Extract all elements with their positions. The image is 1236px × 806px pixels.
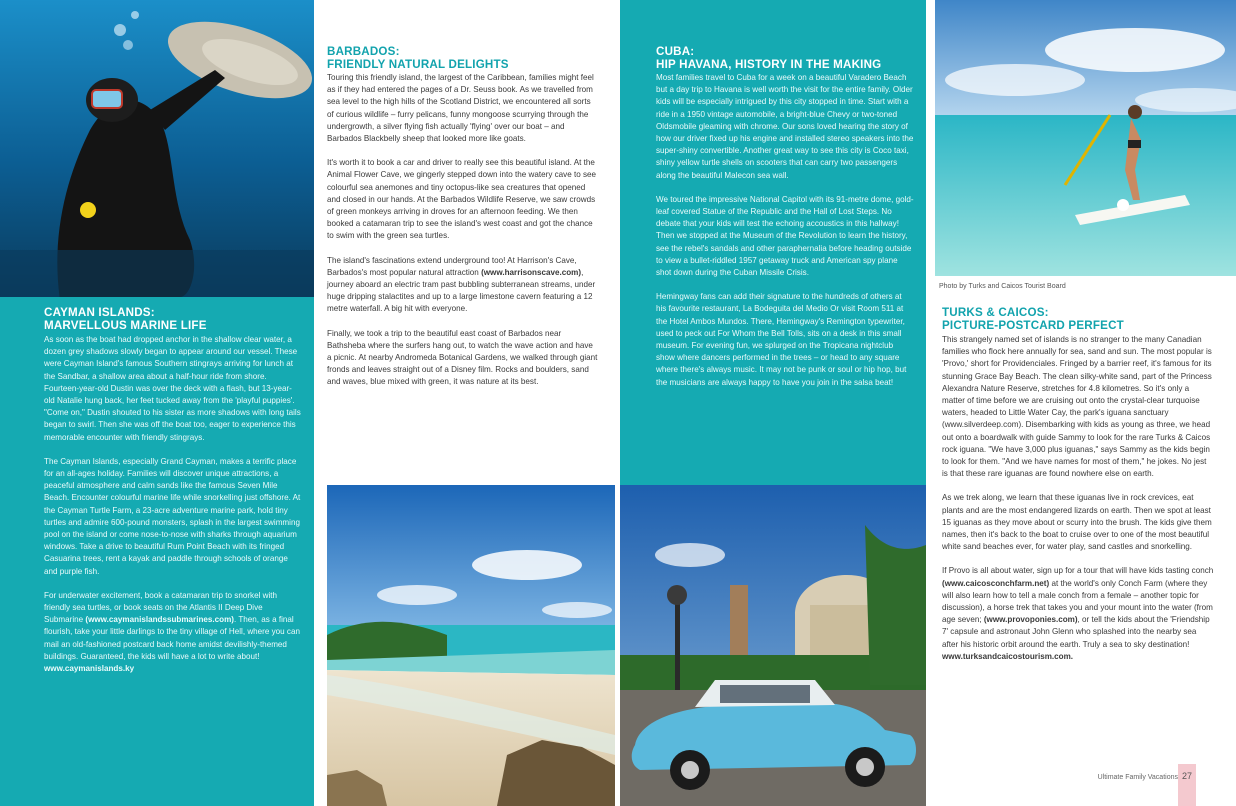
barbados-paragraph-1: Touring this friendly island, the largest of the Caribbean, families might feel as if they had entered the pages of a Dr. Seuss book. As we travelled from sea level to the high hills of the Scotland District, we encountered all sorts of curious wildlife – furry pelicans, funny mongoose scurrying through the undergrowth, a silver flying fish actually 'flying' over our boat – and Barbados Blackbelly sheep that looked more like goats. [327,73,594,144]
paddleboard-photo [935,0,1236,276]
turks-url-link[interactable]: www.turksandcaicostourism.com. [942,651,1074,661]
cuba-heading [656,45,921,71]
turks-paragraph-2: As we trek along, we learn that these iguanas live in rock crevices, eat plants and are the most endangered lizards on earth. Then we spot at least 15 iguanas as they move about or scurry into the brush. The kids give them names, then it's back to the boat to cruise over to one of the most beautiful white sand beaches ever, for water play, sand castles and snorkelling. [942,493,1212,552]
cayman-paragraph-3-text-b: . Then, as a final flourish, take your little darlings to the tiny village of Hell, where you can mail an old-fashioned postcard back home amidst devilishly-themed buildings. Guaranteed, the kids will have a lot to write about! [44,615,300,661]
cayman-body [44,334,302,675]
barbados-heading [327,45,607,71]
barbados-paragraph-2: It's worth it to book a car and driver to really see this beautiful island. At the Animal Flower Cave, we gingerly stepped down into the watery cave to see colourful sea anemones and tiny octopus-like sea creatures that opened and closed in our hands. At the Barbados Wildlife Reserve, we saw crowds of green monkeys arriving in droves for an afternoon feeding. We then booked a catamaran trip to see the island's west coast and got the chance to swim with the green sea turtles. [327,158,597,241]
cuba-paragraph-2: We toured the impressive National Capitol with its 91-metre dome, gold-leaf covered Statue of the Republic and the Hall of Lost Steps. No debate that your kids will test the echoing accoustics in this hallway! Then we stopped at the Museum of the Revolution to learn the history, see the rebel's sandals and other paraphernalia before heading outside to view a bullet-riddled 1957 getaway truck and American spy plane shot down during the Cuban Missile Crisis. [656,194,914,278]
barbados-paragraph-3-text-b: , journey aboard an electric tram past bubbling subterranean streams, under huge dripping stalactites and up to a large limestone cavern featuring a 12 metre waterfall. A big hit with everyone. [327,267,596,314]
cayman-paragraph-2: The Cayman Islands, especially Grand Cayman, makes a terrific place for an all-ages holiday. Families will discover unique attractions, a peaceful atmosphere and calm sands like the famous Seven Mile Beach. Encounter colourful marine life while snorkelling just offshore. At the Cayman Turtle Farm, a 23-acre adventure marine park, hold tiny turtles and admire 600-pound monsters, splash in the largest swimming pool on the island or come nose-to-nose with sharks through aquarium windows. Take a drive to beautiful Rum Point Beach with its fringed Casuarina trees, rent a kayak and paddle through schools of orange and purple fish. [44,456,301,576]
diver-photo [0,0,314,297]
magazine-footer: Ultimate Family Vacations [1097,774,1178,781]
turks-heading-line2: PICTURE-POSTCARD PERFECT [942,319,1124,332]
cayman-submarine-link[interactable]: (www.caymanislandssubmarines.com) [85,615,234,625]
page-number: 27 [1178,764,1196,806]
column-barbados [314,0,620,806]
barbados-paragraph-3-text-a: The island's fascinations extend underground too! At Harrison's Cave, Barbados's most popular natural attraction [327,255,577,277]
cuba-paragraph-3: Hemingway fans can add their signature to the hundreds of others at his favourite restaurant, La Bodeguita del Medio Or visit Room 511 at the Hotel Ambos Mundos. There, Hemingway's Remington typewriter, used to peck out For Whom the Bell Tolls, sits on a desk in this small museum. For evening fun, we splurged on the Tropicana nightclub show where dancers performed in the trees – or head to any square where there's always music. It may not be punk or soul or hip hop, but the musicians are always happy to have you join in the salsa beat! [656,292,907,387]
cuba-paragraph-1: Most families travel to Cuba for a week on a beautiful Varadero Beach but a day trip to Havana is well worth the visit for the entire family. Older kids will be especially intrigued by this city stopped in time. Start with a ride in a 1950 vintage automobile, a bright-blue Chevy or two-toned Oldsmobile gleaming with chrome. Our sons loved hearing the story of how our driver fixed up his engine and installed stereo speakers into the super-shiny convertible. Another great way to see this city is Coco taxi, shiny yellow turtle shells on scooters that can carry two passengers along the beautiful Malecon sea wall. [656,73,914,180]
cayman-heading-line2: MARVELLOUS MARINE LIFE [44,319,207,332]
cayman-heading-line1: CAYMAN ISLANDS: [44,306,155,319]
cuba-body [656,72,914,401]
turks-paragraph-3-text-a: If Provo is all about water, sign up for a tour that will have kids tasting conch [942,566,1214,576]
barbados-paragraph-4: Finally, we took a trip to the beautiful east coast of Barbados near Bathsheba where the surfers hang out, to watch the wave action and have a picnic. At nearby Andromeda Botanical Gardens, we walked through giant fronds and leaves straight out of a Disney film. Rocks and boulders, sand and waves, blue mixed with green, it was nature at its best. [327,328,598,387]
cayman-paragraph-1: As soon as the boat had dropped anchor in the shallow clear water, a dozen grey shadows slowly began to appear around our vessel. These were Cayman Island's famous Southern stingrays arriving for lunch at the Sandbar, a shallow area about a half-hour ride from shore. Fourteen-year-old Dustin was over the deck with a flash, but 13-year-old Natalie hung back, her feet tucked away from the 'playful puppies'. "Come on," Dustin shouted to his sister as more shadows with long tails began to swirl. Then she was off the boat too, eager to experience this memorable encounter with friendly stingrays. [44,335,301,442]
cuba-heading-line2: HIP HAVANA, HISTORY IN THE MAKING [656,58,882,71]
turks-body [942,334,1214,663]
havana-photo [620,485,926,806]
beach-photo [327,485,615,806]
harrisons-cave-link[interactable]: (www.harrisonscave.com) [481,267,582,277]
cayman-paragraph-3 [44,590,302,663]
photo-credit: Photo by Turks and Caicos Tourist Board [939,283,1066,290]
barbados-heading-line1: BARBADOS: [327,45,400,58]
barbados-body [327,72,599,401]
turks-paragraph-3-text-b: at the world's only Conch Farm (where they will also learn how to tell a male conch from a female – another topic for discussion), a horse trek that takes you and your mount into the water (from age seven; [942,578,1213,625]
cayman-heading [44,306,304,332]
cayman-url-link[interactable]: www.caymanislands.ky [44,664,135,674]
provo-ponies-link[interactable]: (www.provoponies.com) [983,615,1078,625]
conch-farm-link[interactable]: (www.caicosconchfarm.net) [942,578,1050,588]
column-cuba [620,0,926,806]
cayman-paragraph-3-text-a: For underwater excitement, book a catamaran trip to snorkel with friendly sea turtles, or book seats on the Atlantis II Deep Dive Submarine [44,590,278,625]
cuba-heading-line1: CUBA: [656,45,695,58]
barbados-paragraph-3 [327,255,599,316]
turks-heading [942,306,1222,332]
column-cayman [0,0,314,806]
turks-paragraph-1: This strangely named set of islands is no stranger to the many Canadian families who flock here annually for sea, sand and sun. The most popular is 'Provo,' short for Providenciales. Fringed by a barrier reef, it's famous for its stunning Grace Bay Beach. The clean silky-white sand, part of the Princess Alexandra Nature Reserve, stretches for 4.8 kilometres. So it's only a matter of time before we are cruising out onto the crystal-clear turquoise waters, headed to Little Water Cay, the park's iguana sanctuary (www.silverdeep.com). Disembarking with kids as young as three, we head out onto a boardwalk with guide Sammy to look for the rare Turks & Caicos rock iguana. "We have 3,000 plus iguanas," says Sammy as the kids begin to look for them. "And we have names for most of them," he jokes. No jest is that these rare iguanas are found nowhere else on earth. [942,335,1212,479]
turks-paragraph-3 [942,565,1214,650]
barbados-heading-line2: FRIENDLY NATURAL DELIGHTS [327,58,509,71]
turks-heading-line1: TURKS & CAICOS: [942,306,1049,319]
turks-paragraph-3-text-c: , or tell the kids about the 'Friendship 7' capsule and astronaut John Glenn who splashed into the nearby sea after his historic orbit around the earth. Truly a sea to sky destination! [942,615,1210,649]
column-turks-caicos [926,0,1236,806]
